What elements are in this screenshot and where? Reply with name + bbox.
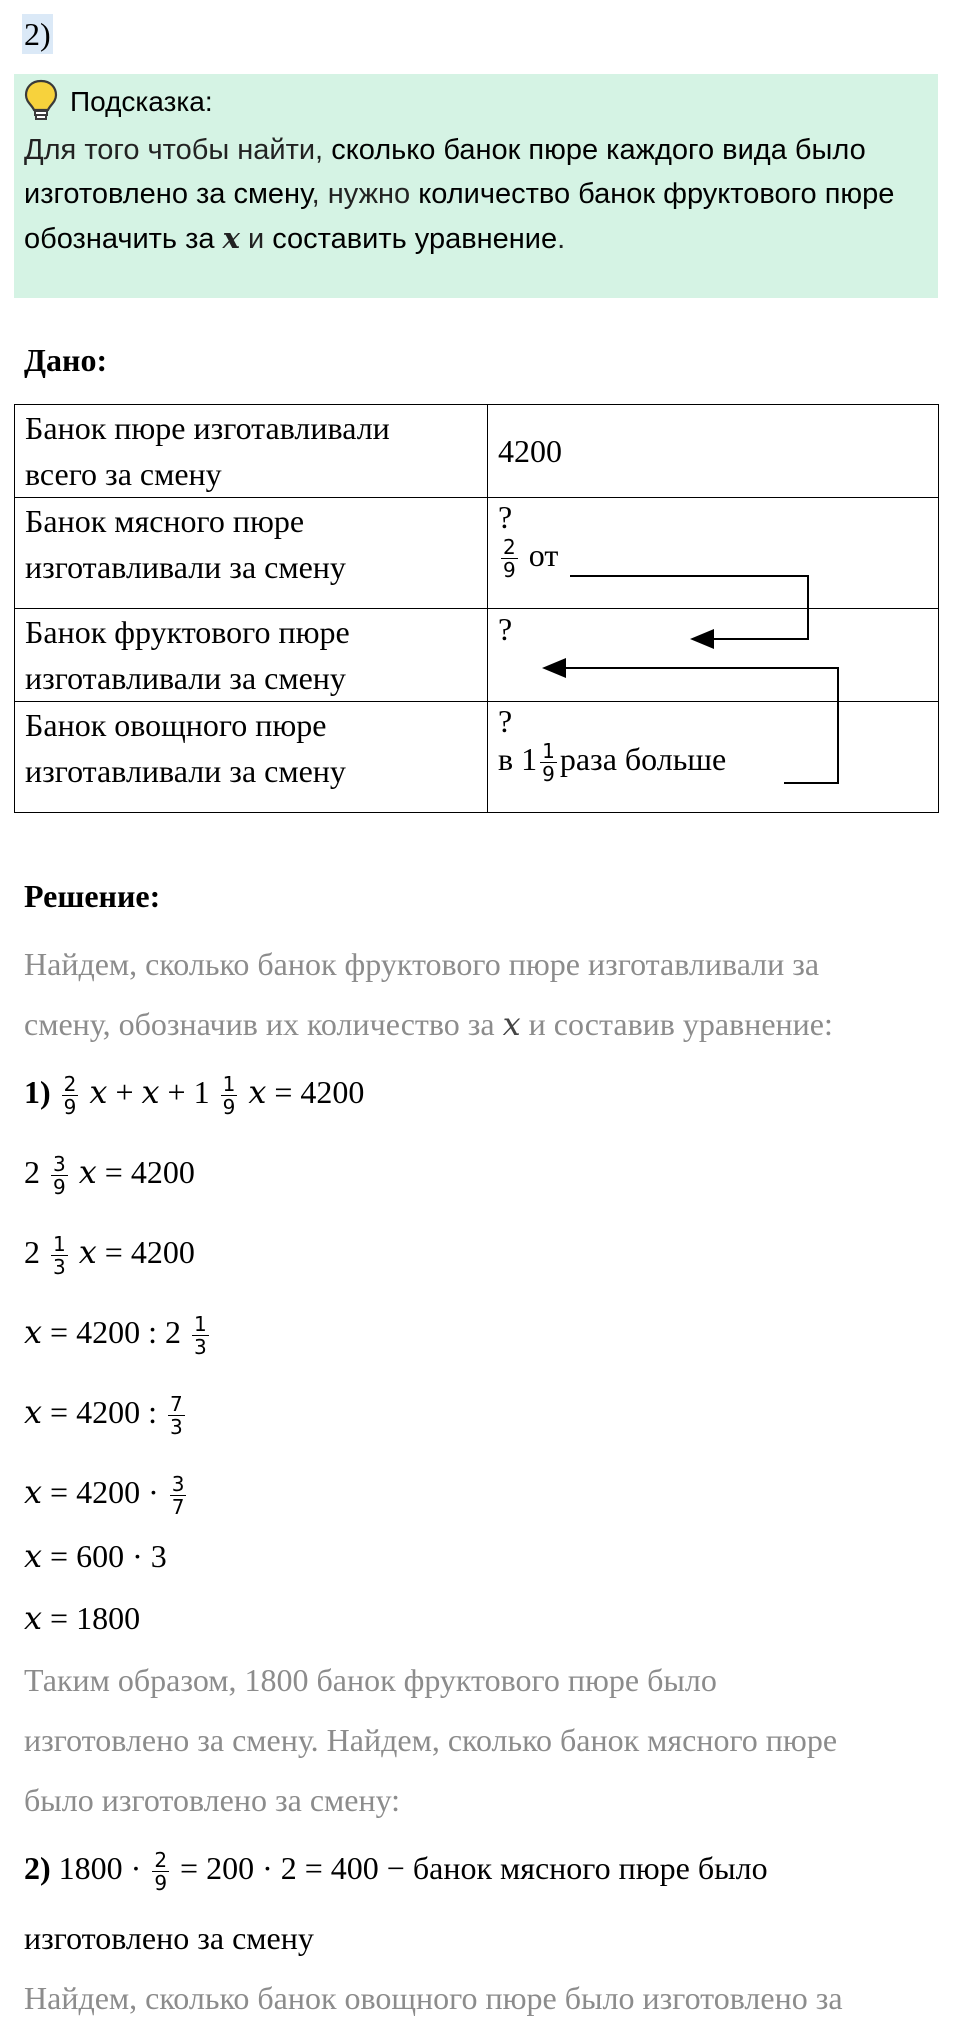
step1-equation: 1) $\frac{2}{9}$ x + x + 1 $\frac{1}{9}$ x = 4200 [24,1072,365,1120]
given-value: ? в 1 $\frac{1}{9}$ раза больше [488,702,939,813]
given-value: ? $\frac{2}{9}$ от [488,498,939,609]
fraction: $\frac{1}{9}$ [222,1072,236,1120]
conclusion-2: изготовлено за смену. Найдем, сколько банок мясного пюре [24,1722,838,1758]
hint-variable: x [222,221,240,255]
task-number: 2) [24,16,51,52]
hint-text-3: , нужно [311,178,419,210]
fraction: $\frac{3}{9}$ [53,1152,66,1200]
conclusion-1: Таким образом, 1800 банок фруктового пюре было [24,1662,717,1698]
given-title: Дано: [24,342,108,378]
hint-title: Подсказка: [70,86,213,117]
conclusion-3: было изготовлено за смену: [24,1782,401,1818]
equation-line-5: x = 4200 : $\frac{7}{3}$ [24,1392,183,1440]
step2-equation: 2) 1800 · $\frac{2}{9}$ = 200 · 2 = 400 − банок мясного пюре было [24,1848,768,1896]
table-row [15,609,939,702]
table-row [15,498,939,609]
table-row [15,702,939,813]
hint-text-1: Для того чтобы найти, [24,134,332,166]
fraction: $\frac{1}{9}$ [542,739,555,787]
fraction: $\frac{1}{3}$ [193,1312,207,1360]
table-row [15,405,939,498]
equation-line-2: 2 $\frac{3}{9}$ x = 4200 [24,1152,195,1200]
hint-text-5: и [239,223,273,255]
hint-text-4: количество банок фруктового пюре обозначить за [24,178,895,255]
hint-text-6: составить уравнение [272,223,558,255]
given-label: Банок овощного пюре изготавливали за смену [15,702,488,813]
given-value: ? [488,609,939,702]
solution-title: Решение: [24,878,161,914]
lightbulb-icon [22,78,60,122]
fraction: $\frac{2}{9}$ [503,535,516,583]
step2-line-2: изготовлено за смену [24,1920,314,1956]
given-table [14,404,939,813]
equation-line-8: x = 1800 [24,1599,141,1637]
fraction: $\frac{2}{9}$ [154,1848,168,1896]
hint-text-2: сколько банок пюре каждого вида было изготовлено за смену [24,134,866,210]
given-value: 4200 [488,405,939,498]
given-label: Банок пюре изготавливали всего за смену [15,405,488,498]
fraction: $\frac{7}{3}$ [169,1392,183,1440]
next-paragraph: Найдем, сколько банок овощного пюре было изготовлено за [24,1980,843,2016]
var-x: x [502,1005,521,1043]
fraction: $\frac{3}{7}$ [171,1472,185,1520]
equation-line-4: x = 4200 : 2 $\frac{1}{3}$ [24,1312,207,1360]
hint-text-7: . [557,223,566,255]
hint-text [24,128,924,261]
solution-intro-1: Найдем, сколько банок фруктового пюре изготавливали за [24,946,820,982]
given-label: Банок мясного пюре изготавливали за смену [15,498,488,609]
fraction: $\frac{1}{3}$ [53,1232,66,1280]
given-label: Банок фруктового пюре изготавливали за смену [15,609,488,702]
fraction: $\frac{2}{9}$ [63,1072,77,1120]
solution-intro-2: смену, обозначив их количество за x и составив уравнение: [24,1005,833,1043]
equation-line-7: x = 600 · 3 [24,1537,167,1575]
equation-line-3: 2 $\frac{1}{3}$ x = 4200 [24,1232,195,1280]
equation-line-6: x = 4200 · $\frac{3}{7}$ [24,1472,185,1520]
